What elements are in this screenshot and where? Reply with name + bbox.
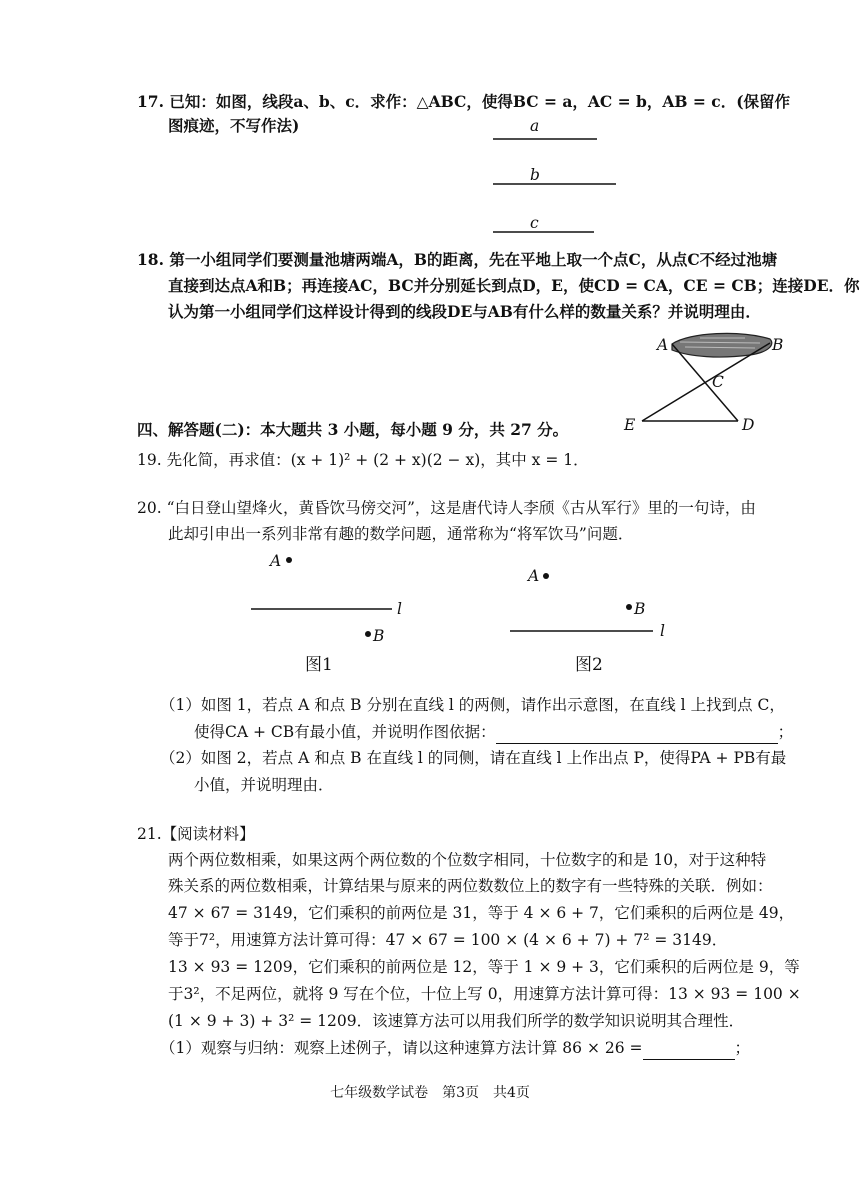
q20-part2-line1: （2）如图 2，若点 A 和点 B 在直线 l 的同侧，请在直线 l 上作出点 P，使得PA + PB有最: [160, 749, 787, 767]
fig1-point-A: [286, 557, 292, 563]
fig2-point-A: [543, 573, 549, 579]
fig1-label-l: l: [397, 600, 402, 618]
q20-part1-answer-blank[interactable]: [496, 727, 778, 744]
q21-line-4: 等于7²，用速算方法计算可得：47 × 67 = 100 × (4 × 6 + 7) + 7² = 3149．: [168, 931, 728, 949]
q21-part1-prompt: （1）观察与归纳：观察上述例子，请以这种速算方法计算 86 × 26 =: [160, 1039, 643, 1057]
q20-line2: 此却引申出一系列非常有趣的数学问题，通常称为“将军饮马”问题．: [168, 525, 634, 543]
q20-line1: 20. “白日登山望烽火，黄昏饮马傍交河”，这是唐代诗人李颀《古从军行》里的一句诗，由: [137, 499, 756, 517]
fig1-label-B: B: [373, 627, 385, 645]
q19-text: 19. 先化简，再求值：(x + 1)² + (2 + x)(2 − x)，其中 x = 1．: [137, 451, 589, 469]
q20-part1-prompt: 使得CA + CB有最小值，并说明作图依据：: [194, 723, 496, 741]
q21-part1-answer-blank[interactable]: [643, 1043, 735, 1060]
q21-line-1: 两个两位数相乘，如果这两个两位数的个位数字相同，十位数字的和是 10，对于这种特: [168, 851, 767, 869]
fig1-caption: 图1: [305, 655, 333, 675]
pond-label-A: A: [657, 336, 669, 354]
fig2-label-l: l: [660, 622, 665, 640]
fig1-label-A: A: [270, 552, 282, 570]
pond-label-C: C: [712, 373, 724, 391]
q18-line3: 认为第一小组同学们这样设计得到的线段DE与AB有什么样的数量关系？并说明理由．: [168, 302, 761, 321]
q20-part1-line1: （1）如图 1，若点 A 和点 B 分别在直线 l 的两侧，请作出示意图，在直线 l 上找到点 C，: [160, 696, 785, 714]
q21-line-3: 47 × 67 = 3149，它们乘积的前两位是 31，等于 4 × 6 + 7，它们乘积的后两位是 49，: [168, 904, 795, 922]
q21-part1: [160, 1036, 750, 1060]
q20-part2-line2: 小值，并说明理由．: [194, 776, 334, 794]
q17-line2: 图痕迹，不写作法): [168, 116, 300, 135]
fig1-point-B: [365, 631, 371, 637]
q21-part1-end: ；: [734, 1039, 751, 1057]
q17-line1: 17. 已知：如图，线段a、b、c．求作：△ABC，使得BC = a，AC = b，AB = c．(保留作: [137, 92, 791, 111]
q20-part1-end: ；: [777, 723, 794, 741]
segment-c-label: c: [530, 214, 539, 232]
q21-title: 21.【阅读材料】: [137, 825, 255, 843]
pond-label-D: D: [742, 416, 755, 434]
q21-line-6: 于3²，不足两位，就将 9 写在个位，十位上写 0，用速算方法计算可得：13 × 93 = 100 ×: [168, 985, 801, 1003]
fig2-caption: 图2: [575, 655, 603, 675]
segment-b-label: b: [530, 166, 540, 184]
fig2-point-B: [626, 604, 632, 610]
page-footer: 七年级数学试卷 第3页 共4页: [330, 1085, 530, 1101]
q20-part1-line2: [194, 720, 793, 744]
q18-line1: 18. 第一小组同学们要测量池塘两端A，B的距离，先在平地上取一个点C，从点C不经过池塘: [137, 250, 778, 269]
q21-line-2: 殊关系的两位数相乘，计算结果与原来的两位数数位上的数字有一些特殊的关联．例如：: [168, 877, 773, 895]
section-4-heading: 四、解答题(二)：本大题共 3 小题，每小题 9 分，共 27 分。: [137, 420, 569, 439]
segment-a-label: a: [530, 117, 540, 135]
q21-line-5: 13 × 93 = 1209，它们乘积的前两位是 12，等于 1 × 9 + 3，它们乘积的后两位是 9，等: [168, 958, 800, 976]
q21-line-7: (1 × 9 + 3) + 3² = 1209．该速算方法可以用我们所学的数学知识说明其合理性．: [168, 1012, 745, 1030]
fig2-label-B: B: [634, 600, 646, 618]
fig2-label-A: A: [528, 567, 540, 585]
pond-label-E: E: [624, 416, 636, 434]
pond-label-B: B: [772, 336, 784, 354]
q18-line2: 直接到达点A和B；再连接AC，BC并分别延长到点D，E，使CD = CA，CE = CB；连接DE．你: [168, 276, 860, 295]
